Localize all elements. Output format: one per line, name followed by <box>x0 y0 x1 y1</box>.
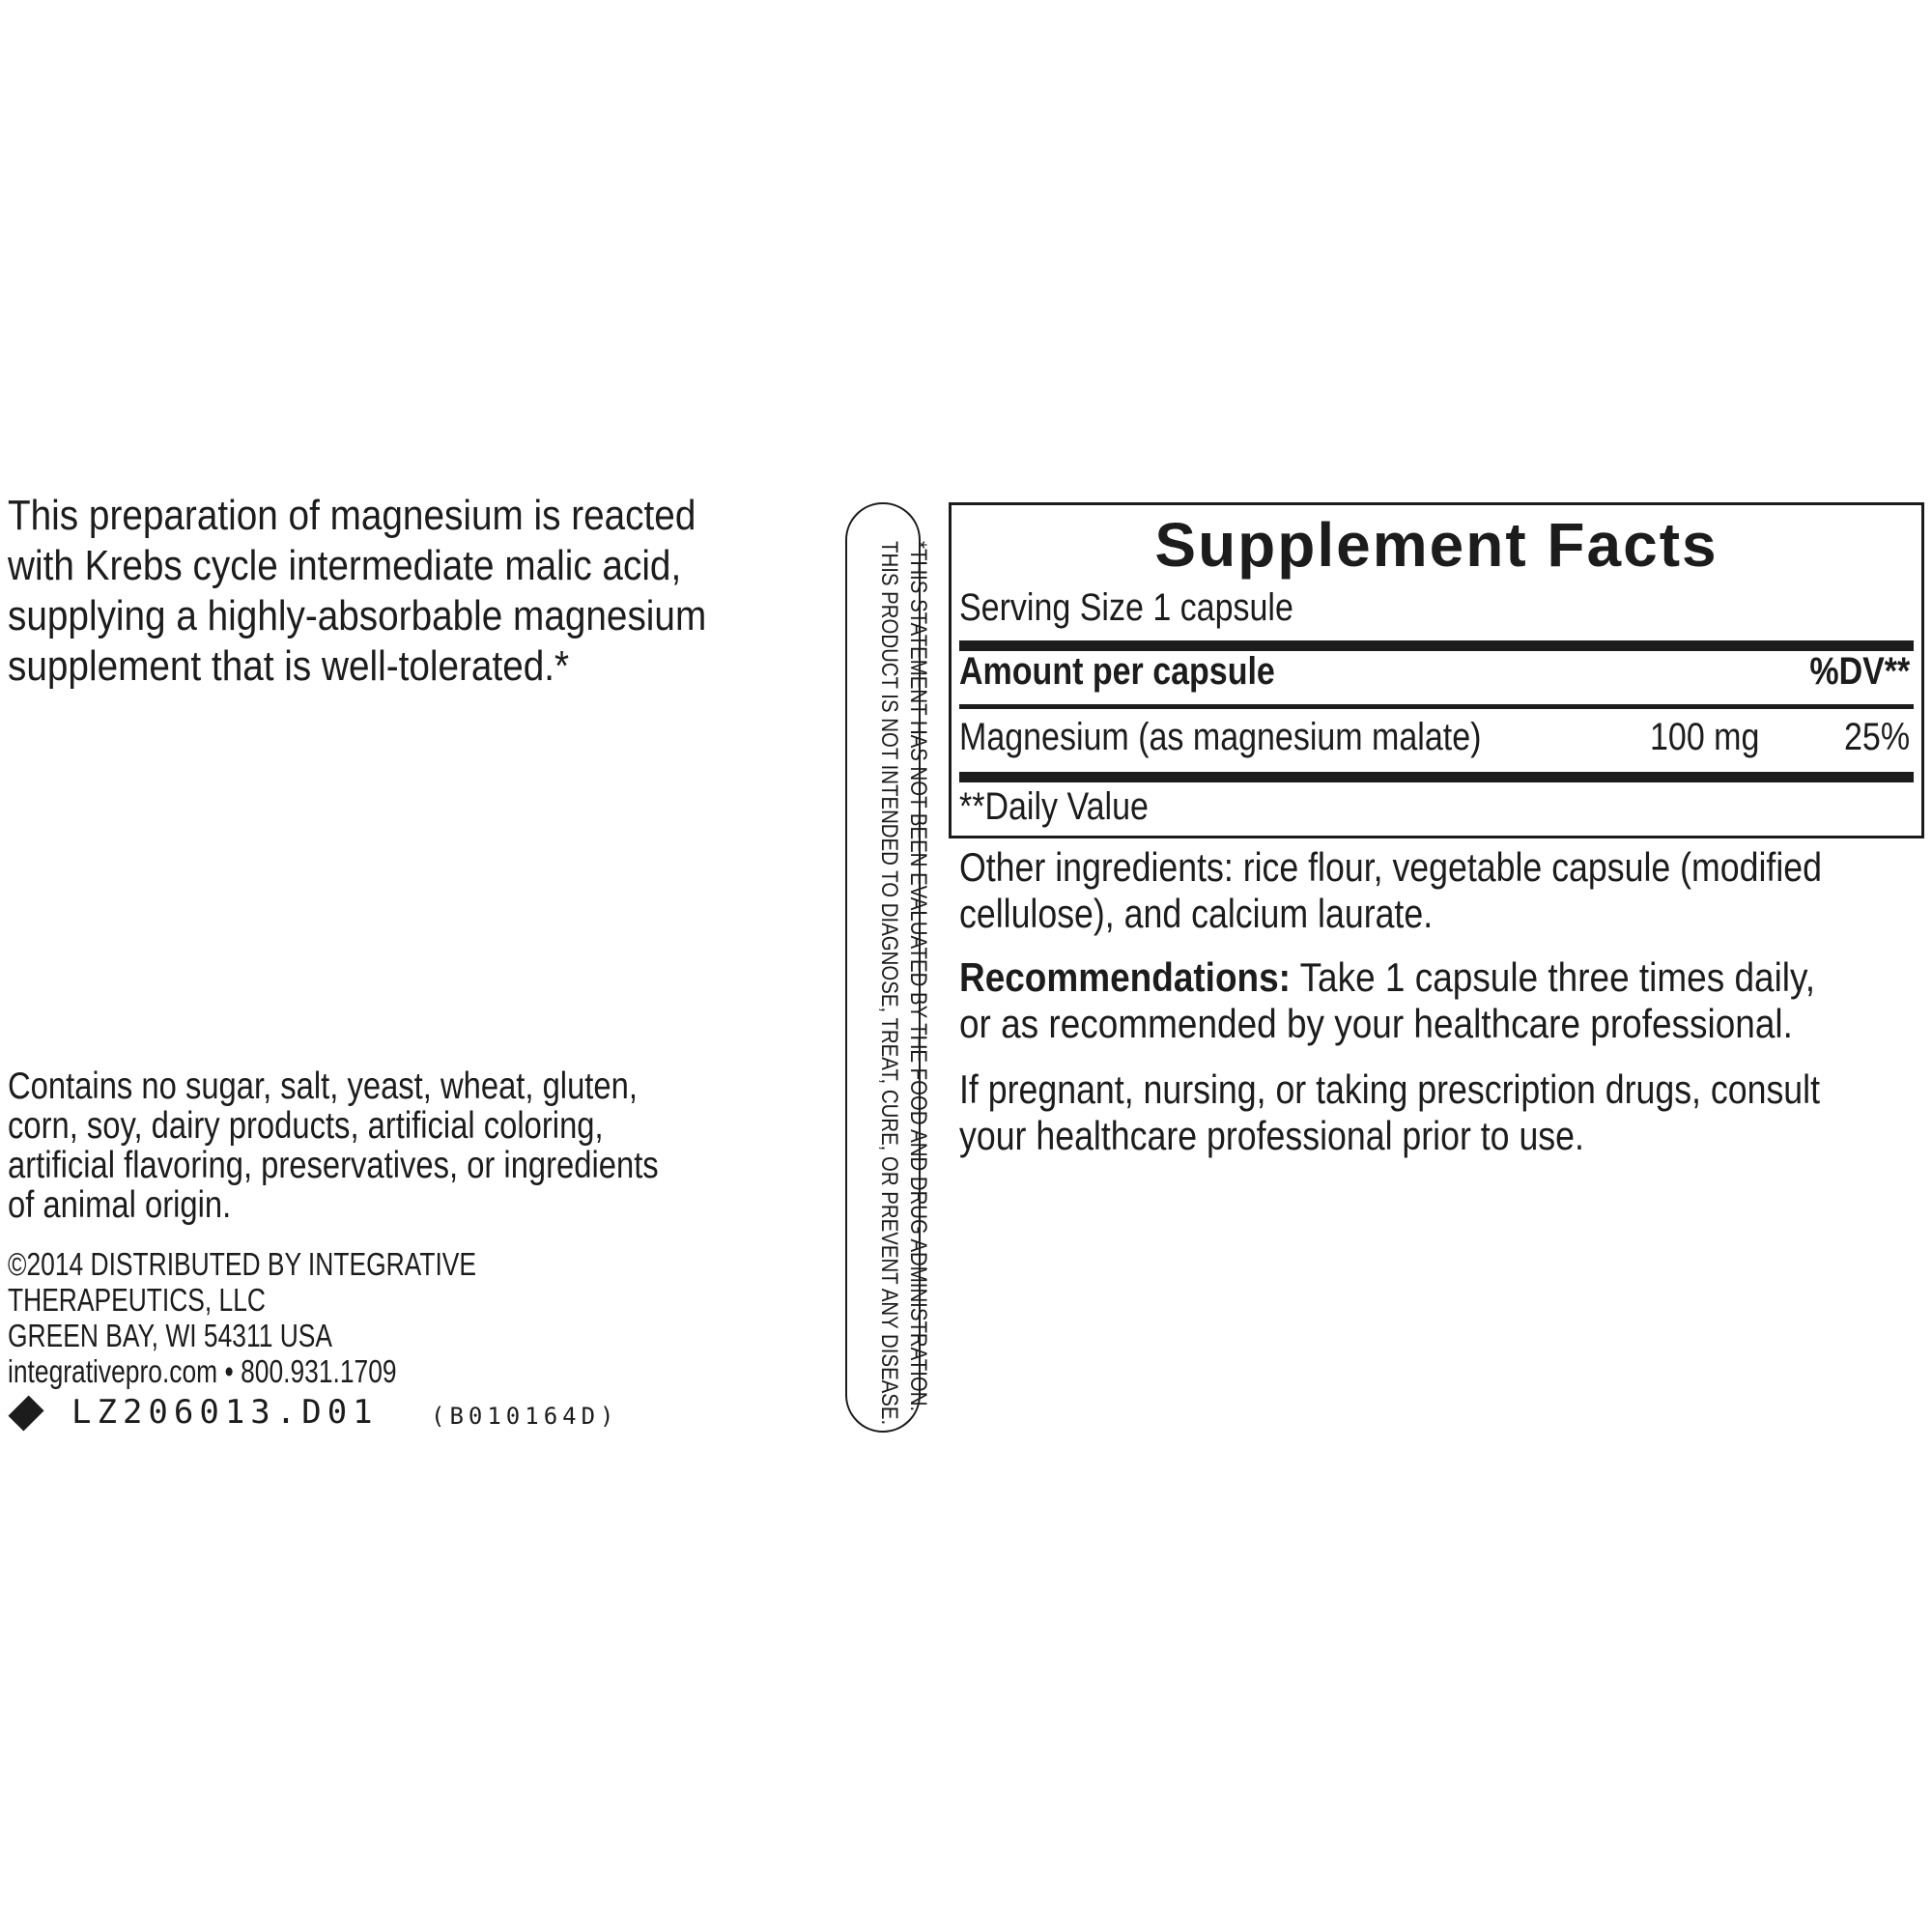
distributor-address: GREEN BAY, WI 54311 USA <box>8 1318 333 1353</box>
recommendations-label: Recommendations: <box>959 954 1291 1000</box>
recommendations <box>959 954 1919 1047</box>
other-ingredients <box>959 844 1920 937</box>
lot-code: LZ206013.D01 <box>71 1393 379 1432</box>
diamond-icon <box>8 1395 43 1431</box>
recommendations-line <box>959 954 1919 1001</box>
other-ingredients-line: Other ingredients: rice flour, vegetable capsule (modified <box>959 844 1822 890</box>
description-line: with Krebs cycle intermediate malic acid, <box>8 542 682 589</box>
amount-per-header: Amount per capsule <box>959 650 1275 693</box>
warning-line: your healthcare professional prior to use. <box>959 1113 1584 1158</box>
description-line: supplying a highly-absorbable magnesium <box>8 592 707 639</box>
supplement-facts-panel <box>949 502 1924 838</box>
fda-disclaimer-line: *THIS STATEMENT HAS NOT BEEN EVALUATED BY THE FOOD AND DRUG ADMINISTRATION. <box>905 541 931 1412</box>
recommendations-text: Take 1 capsule three times daily, <box>1290 954 1816 1000</box>
warning-line: If pregnant, nursing, or taking prescription drugs, consult <box>959 1066 1821 1112</box>
batch-code: (B010164D) <box>431 1403 619 1430</box>
divider <box>959 704 1914 709</box>
fda-disclaimer <box>874 541 932 1426</box>
other-ingredients-line: cellulose), and calcium laurate. <box>959 891 1434 936</box>
allergen-line: Contains no sugar, salt, yeast, wheat, gluten, <box>8 1065 638 1107</box>
allergen-statement <box>8 1066 705 1225</box>
description-line: This preparation of magnesium is reacted <box>8 492 696 539</box>
nutrient-name: Magnesium (as magnesium malate) <box>959 716 1482 758</box>
distributor-line: ©2014 DISTRIBUTED BY INTEGRATIVE THERAPEUTICS, LLC <box>8 1246 476 1318</box>
allergen-line: corn, soy, dairy products, artificial coloring, <box>8 1105 604 1147</box>
product-description <box>8 491 773 692</box>
warning-statement <box>959 1066 1920 1159</box>
nutrient-daily-value: 25% <box>1843 716 1910 758</box>
distributor-info <box>8 1246 672 1389</box>
nutrient-amount: 100 mg <box>1649 716 1759 758</box>
recommendations-line: or as recommended by your healthcare professional. <box>959 1001 1793 1046</box>
serving-size: Serving Size 1 capsule <box>959 586 1293 629</box>
distributor-contact: integrativepro.com • 800.931.1709 <box>8 1353 397 1389</box>
daily-value-footnote: **Daily Value <box>959 785 1149 828</box>
facts-title: Supplement Facts <box>1154 510 1719 580</box>
allergen-line: of animal origin. <box>8 1184 232 1226</box>
fda-disclaimer-line: THIS PRODUCT IS NOT INTENDED TO DIAGNOSE, TREAT, CURE, OR PREVENT ANY DISEASE. <box>876 541 902 1426</box>
description-line: supplement that is well-tolerated.* <box>8 642 570 690</box>
allergen-line: artificial flavoring, preservatives, or ingredients <box>8 1145 659 1186</box>
thick-divider <box>959 772 1914 782</box>
daily-value-header: %DV** <box>1809 650 1910 693</box>
